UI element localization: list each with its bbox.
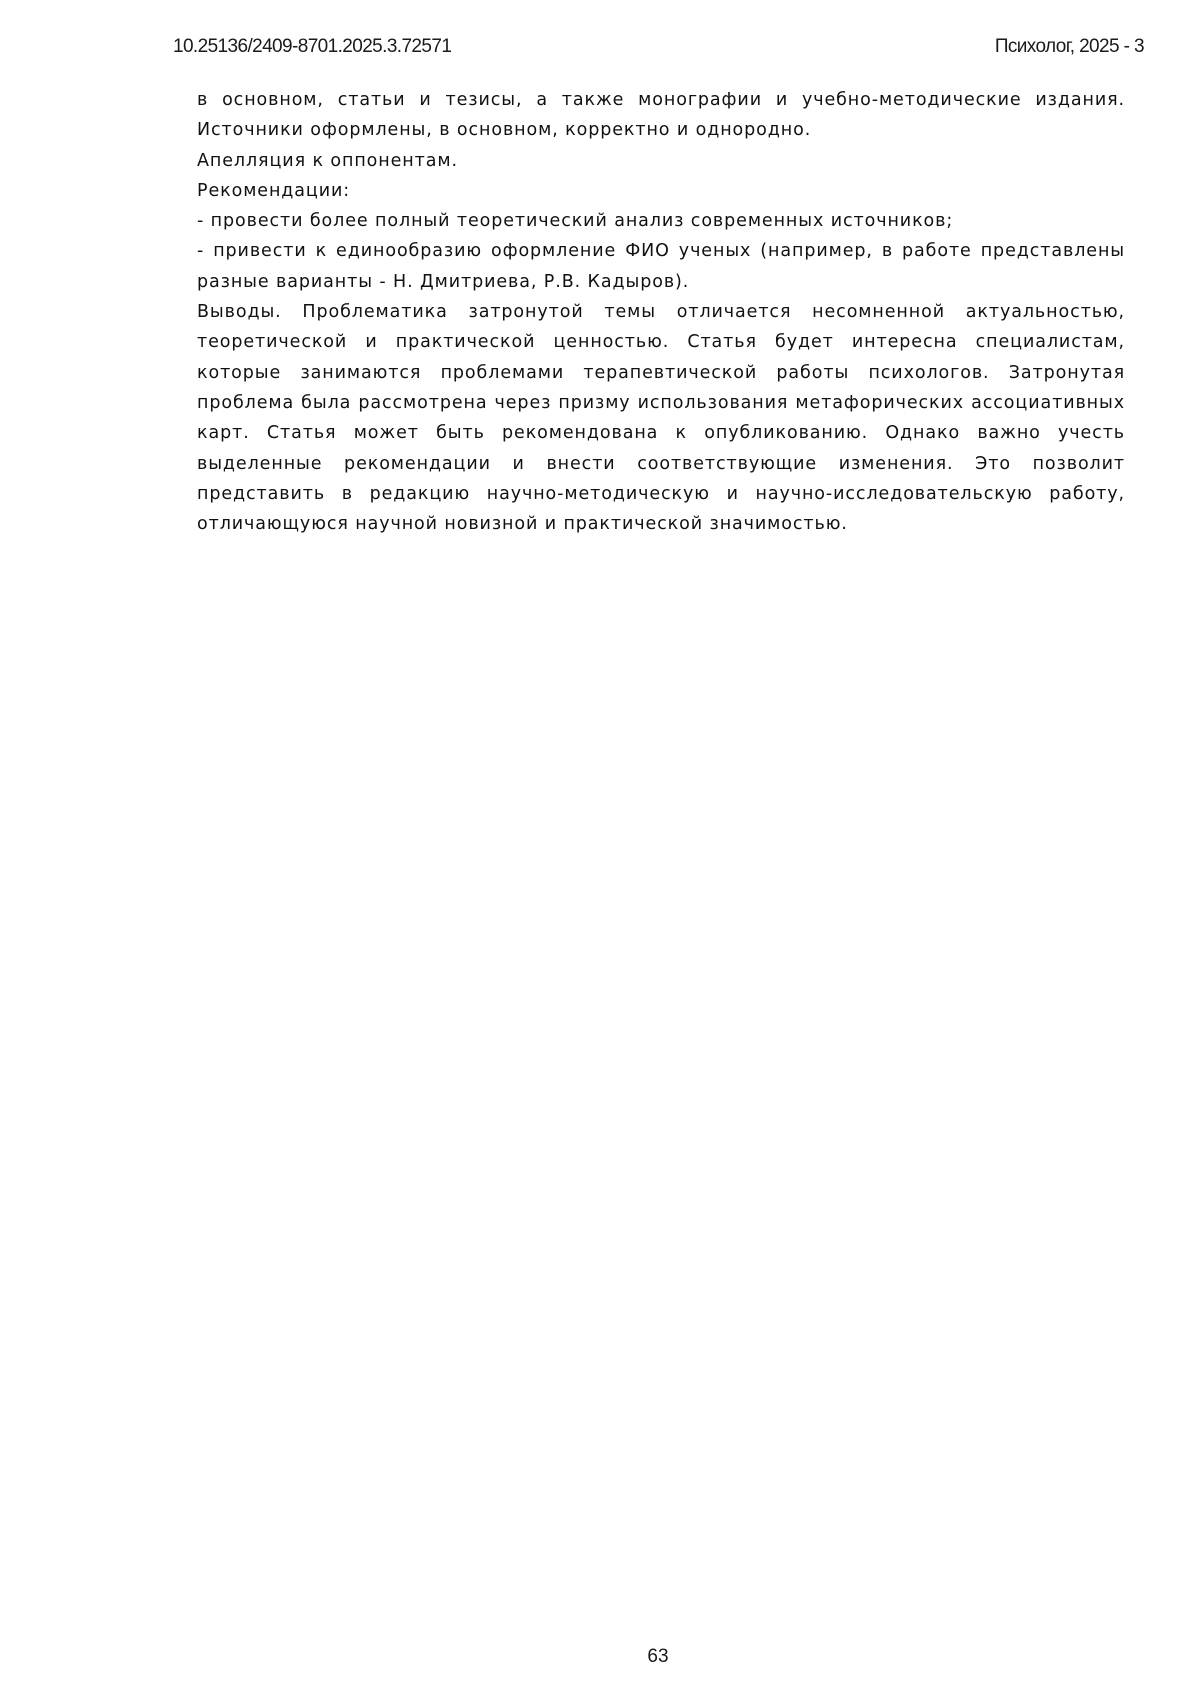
body-text: [197, 85, 1125, 539]
paragraph-opponents: Апелляция к оппонентам.: [197, 150, 458, 171]
page-header: [173, 36, 1144, 64]
paragraph-recommendation-1: - провести более полный теоретический анализ современных источников;: [197, 211, 954, 232]
paragraph-recommendations-heading: Рекомендации:: [197, 180, 351, 201]
page-number: 63: [647, 1646, 669, 1667]
paragraph-recommendation-2: - привести к единообразию оформление ФИО ученых (например, в работе представлены разные варианты - Н. Дмитриева, Р.В. Кадыров).: [197, 241, 1125, 292]
journal-label: Психолог, 2025 - 3: [994, 36, 1144, 57]
doi-label: 10.25136/2409-8701.2025.3.72571: [173, 36, 452, 57]
paragraph-conclusions: Выводы. Проблематика затронутой темы отличается несомненной актуальностью, теоретической и практической ценностью. Статья будет интересна специалистам, которые занимаются проблемами терапевтической работы психологов. Затронутая проблема была рассмотрена через призму использования метафорических ассоциативных карт. Статья может быть рекомендована к опубликованию. Однако важно учесть выделенные рекомендации и внести соответствующие изменения. Это позволит представить в редакцию научно-методическую и научно-исследовательскую работу, отличающуюся научной новизной и практической значимостью.: [197, 302, 1125, 535]
paragraph-sources-continued: в основном, статьи и тезисы, а также монографии и учебно-методические издания. Источники оформлены, в основном, корректно и однородно.: [197, 90, 1125, 141]
